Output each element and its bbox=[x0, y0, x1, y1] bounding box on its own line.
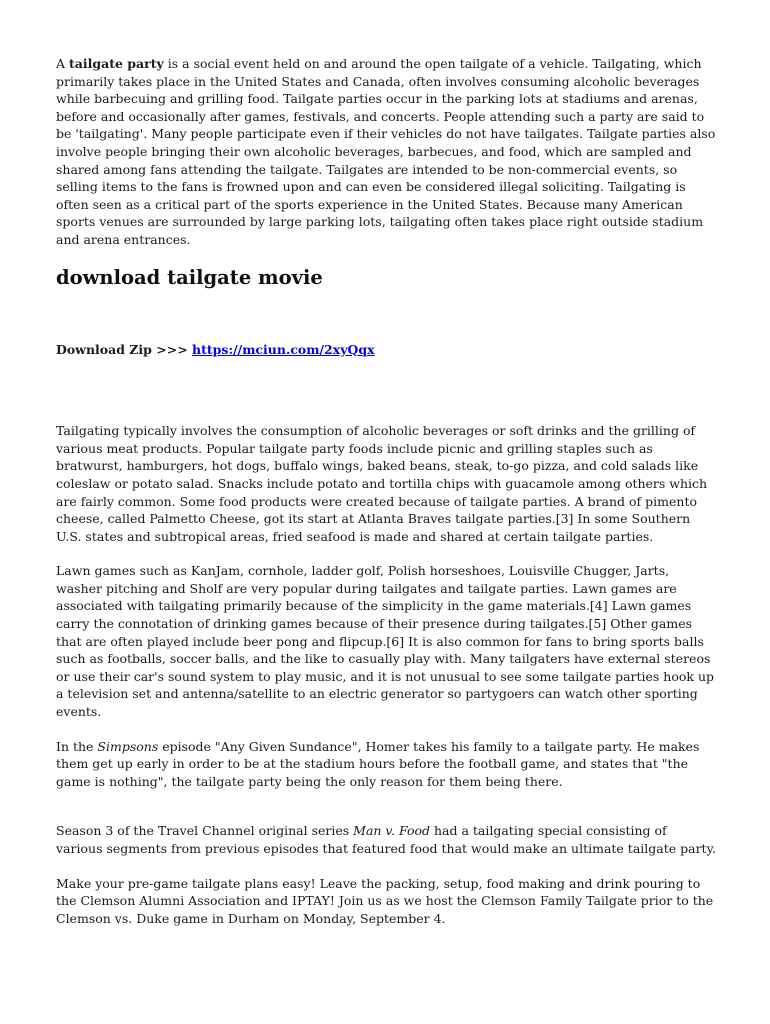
simpsons-paragraph bbox=[56, 738, 716, 791]
intro-paragraph bbox=[56, 55, 716, 249]
clemson-paragraph: Make your pre-game tailgate plans easy! Leave the packing, setup, food making and drink pouring to the Clemson Alumni Association and IPTAY! Join us as we host the Clemson Family Tailgate prior to the Clemson vs. Duke game in Durham on Monday, September 4. bbox=[56, 875, 714, 926]
manvfood-title: Man v. Food bbox=[353, 823, 430, 839]
intro-body: is a social event held on and around the open tailgate of a vehicle. Tailgating, which primarily takes place in the United States and Canada, often involves consuming alcoholic beverages while barbecuing and grilling food. Tailgate parties occur in the parking lots at stadiums and arenas, before and occasionally after games, festivals, and concerts. People attending such a party are said to be 'tailgating'. Many people participate even if their vehicles do not have tailgates. Tailgate parties also involve people bringing their own alcoholic beverages, barbecues, and food, which are sampled and shared among fans attending the tailgate. Tailgates are intended to be non-commercial events, so selling items to the fans is frowned upon and can even be considered illegal soliciting. Tailgating is often seen as a critical part of the sports experience in the United States. Because many American sports venues are surrounded by large parking lots, tailgating often takes place right outside stadium and arena entrances. bbox=[56, 56, 716, 247]
intro-prefix: A bbox=[56, 56, 70, 71]
manvfood-body: had a tailgating special consisting of various segments from previous episodes that featured food that would make an ultimate tailgate party. bbox=[56, 823, 716, 856]
intro-term: tailgate party bbox=[69, 56, 164, 71]
food-paragraph: Tailgating typically involves the consumption of alcoholic beverages or soft drinks and the grilling of various meat products. Popular tailgate party foods include picnic and grilling staples such as bratwurst, hamburgers, hot dogs, buffalo wings, baked beans, steak, to-go pizza, and cold salads like coleslaw or potato salad. Snacks include potato and tortilla chips with guacamole among others which are fairly common. Some food products were created because of tailgate parties. A brand of pimento cheese, called Palmetto Cheese, got its start at Atlanta Braves tailgate parties.[3] In some Southern U.S. states and subtropical areas, fried seafood is made and shared at certain tailgate parties. bbox=[56, 423, 708, 544]
simpsons-body: episode "Any Given Sundance", Homer takes his family to a tailgate party. He makes them get up early in order to be at the stadium hours before the football game, and states that "the game is nothing", the tailgate party being the only reason for them being there. bbox=[56, 738, 700, 789]
document-page bbox=[56, 55, 716, 927]
section-heading: download tailgate movie bbox=[56, 265, 323, 289]
simpsons-prefix: In the bbox=[56, 738, 98, 754]
man-v-food-paragraph bbox=[56, 822, 716, 857]
lawn-games-paragraph: Lawn games such as KanJam, cornhole, ladder golf, Polish horseshoes, Louisville Chugger, Jarts, washer pitching and Sholf are very popular during tailgates and tailgate parties. Lawn games are associated with tailgating primarily because of the simplicity in the game materials.[4] Lawn games carry the connotation of drinking games because of their presence during tailgates.[5] Other games that are often played include beer pong and flipcup.[6] It is also common for fans to bring sports balls such as footballs, soccer balls, and the like to casually play with. Many tailgaters have external stereos or use their car's sound system to play music, and it is not unusual to see some tailgate parties hook up a television set and antenna/satellite to an electric generator so partygoers can watch other sporting events. bbox=[56, 563, 715, 720]
manvfood-prefix: Season 3 of the Travel Channel original series bbox=[56, 823, 354, 839]
download-label: Download Zip >>> bbox=[56, 341, 193, 357]
simpsons-title: Simpsons bbox=[97, 738, 159, 754]
download-link[interactable]: https://mciun.com/2xyQqx bbox=[192, 341, 375, 357]
download-line bbox=[56, 341, 716, 359]
